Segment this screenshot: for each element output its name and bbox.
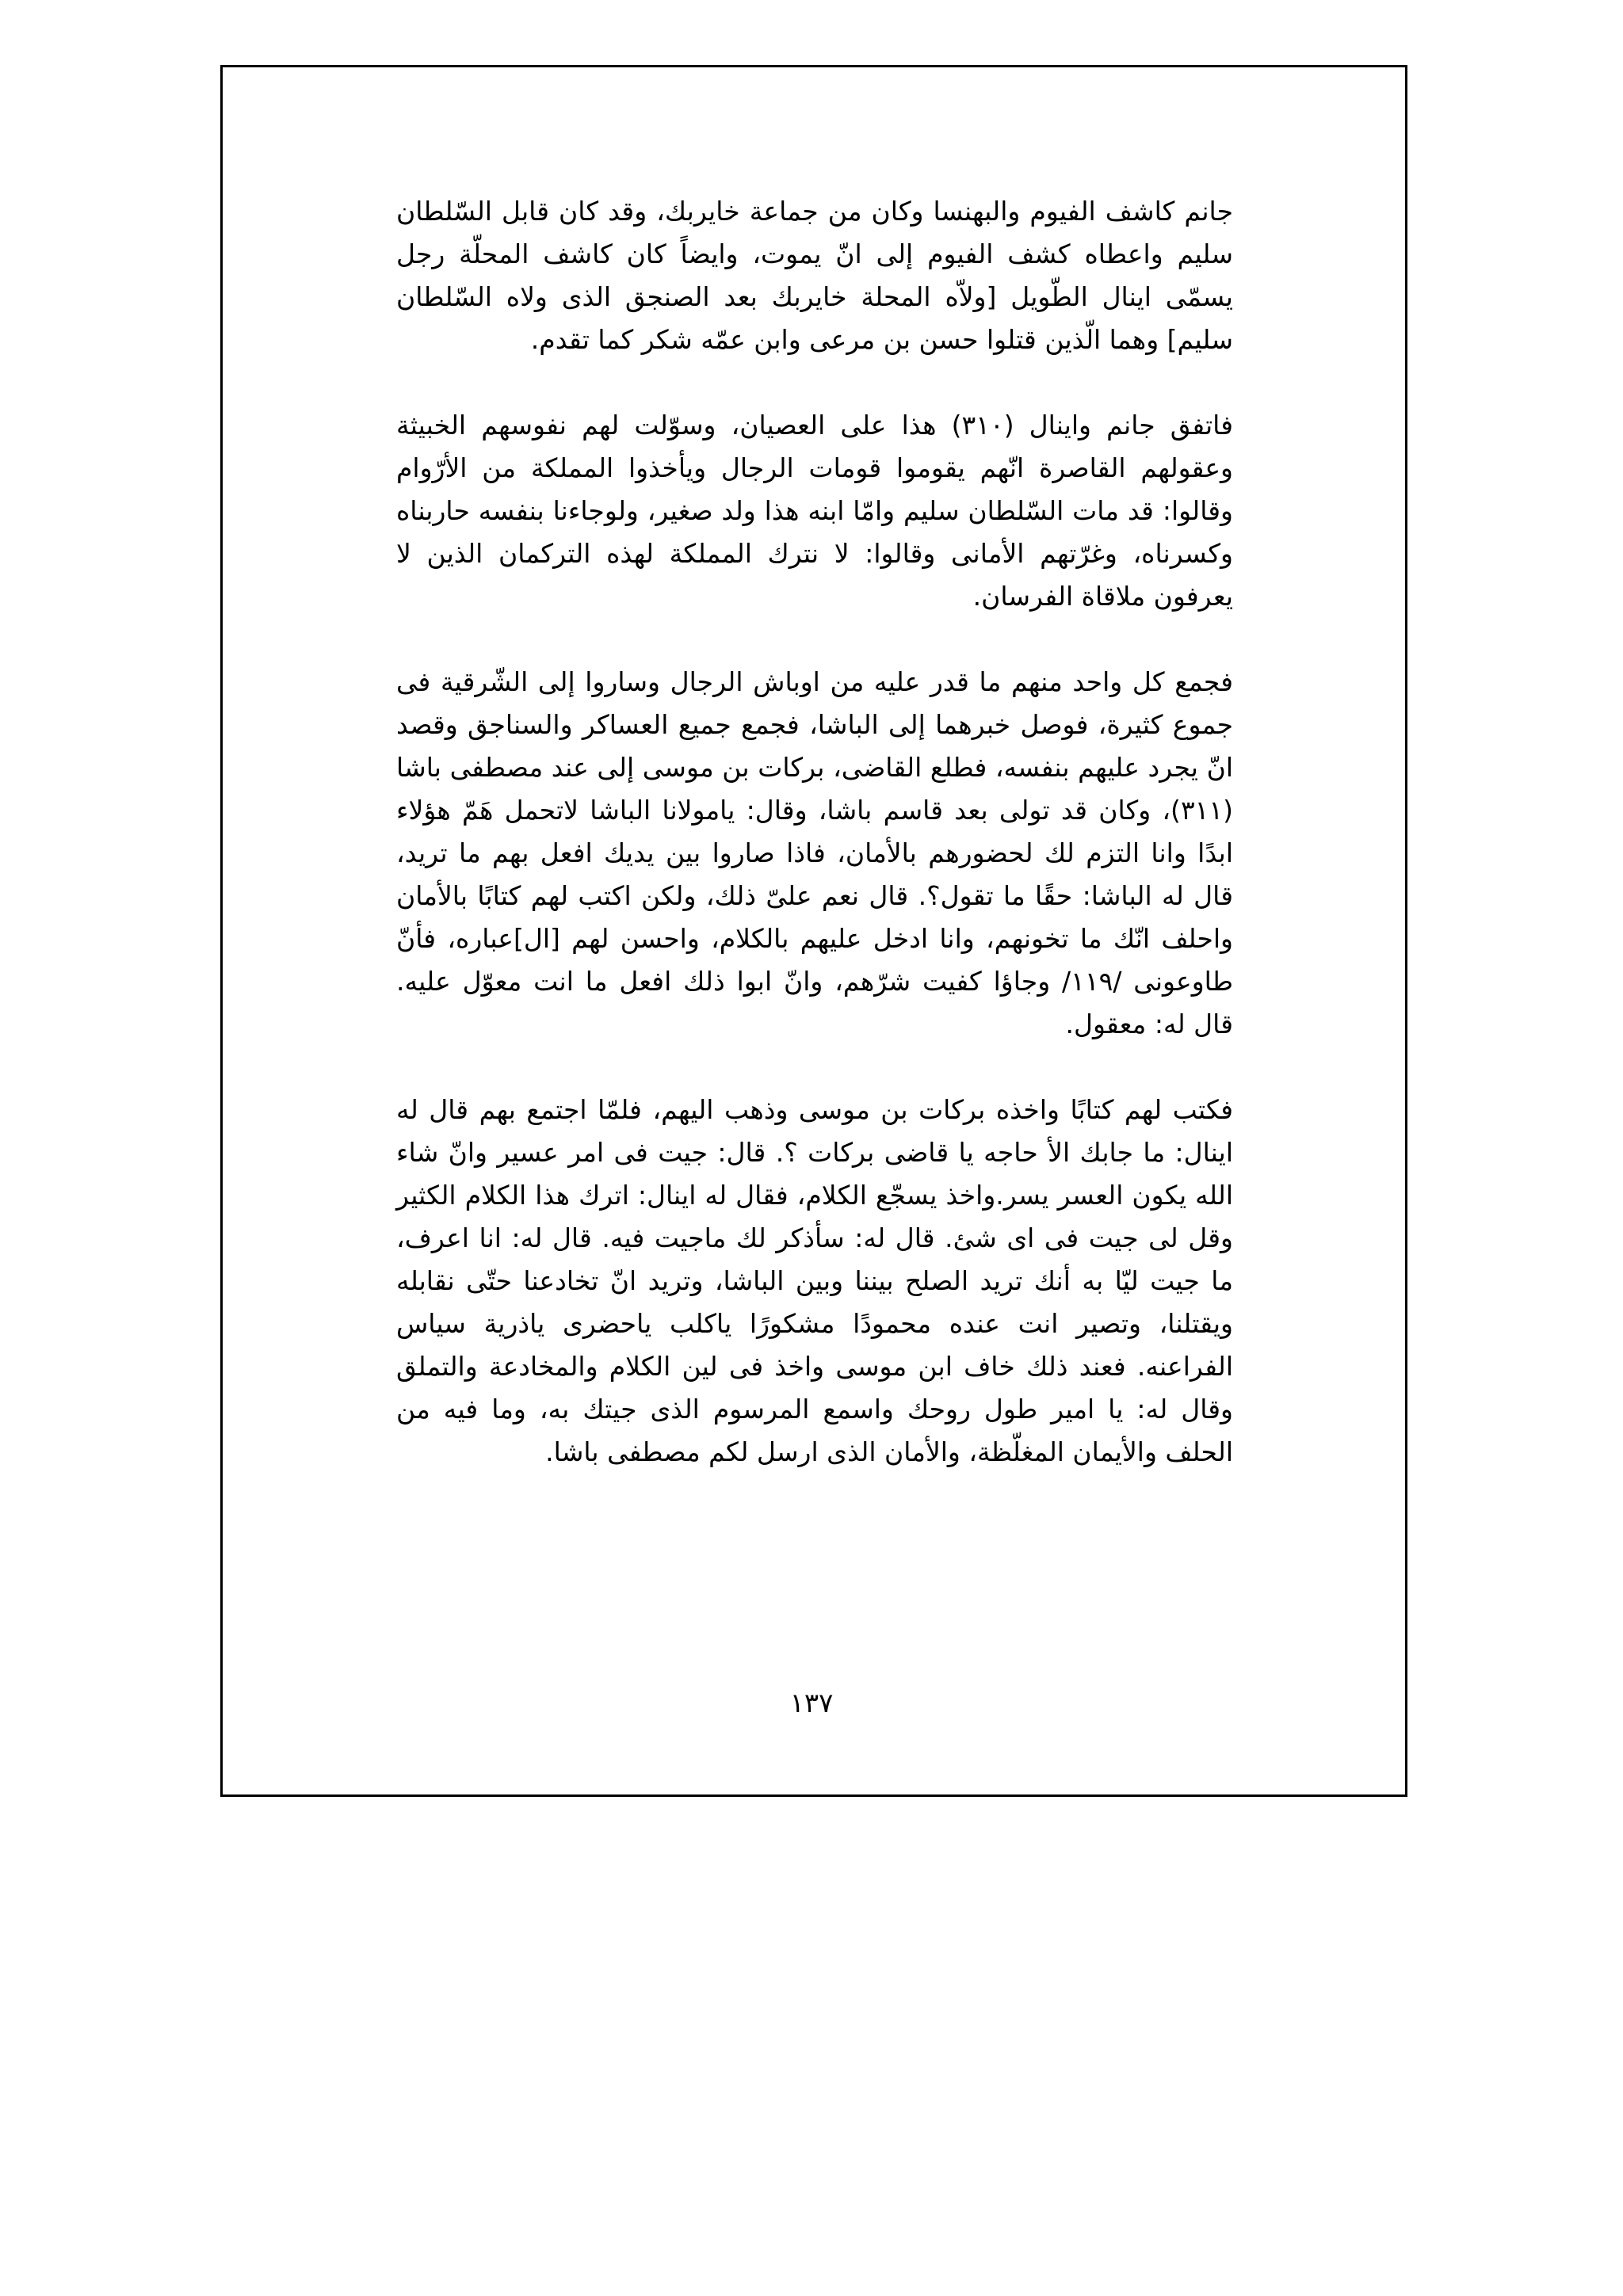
page-number: ١٣٧ [789,1688,834,1719]
paragraph-1: جانم كاشف الفيوم والبهنسا وكان من جماعة خايربك، وقد كان قابل السّلطان سليم واعطاه كشف الفيوم إلى انّ يموت، وايضاً كان كاشف المحلّة رجل يسمّى اينال الطّويل [ولاّه المحلة خايربك بعد الصنجق الذى ولاه السّلطان سليم] وهما الّذين قتلوا حسن بن مرعى وابن عمّه شكر كما تقدم. [396,196,1233,355]
document-body [396,190,1233,1474]
paragraph-2: فاتفق جانم واينال (٣١٠) هذا على العصيان، وسوّلت لهم نفوسهم الخبيثة وعقولهم القاصرة انّهم يقوموا قومات الرجال ويأخذوا المملكة من الأرّوام وقالوا: قد مات السّلطان سليم وامّا ابنه هذا ولد صغير، ولوجاءنا بنفسه حاربناه وكسرناه، وغرّتهم الأمانى وقالوا: لا نترك المملكة لهذه التركمان الذين لا يعرفون ملاقاة الفرسان. [396,410,1234,612]
paragraph-3: فجمع كل واحد منهم ما قدر عليه من اوباش الرجال وساروا إلى الشّرقية فى جموع كثيرة، فوصل خبرهما إلى الباشا، فجمع جميع العساكر والسناجق وقصد انّ يجرد عليهم بنفسه، فطلع القاضى، بركات بن موسى إلى عند مصطفى باشا (٣١١)، وكان قد تولى بعد قاسم باشا، وقال: يامولانا الباشا لاتحمل هَمّ هؤلاء ابدًا وانا التزم لك لحضورهم بالأمان، فاذا صاروا بين يديك افعل بهم ما تريد، قال له الباشا: حقًا ما تقول؟. قال نعم علىّ ذلك، ولكن اكتب لهم كتابًا بالأمان واحلف انّك ما تخونهم، وانا ادخل عليهم بالكلام، واحسن لهم [ال]عباره، فأنّ طاوعونى /١١٩/ وجاؤا كفيت شرّهم، وانّ ابوا ذلك افعل ما انت معوّل عليه. قال له: معقول. [396,666,1233,1039]
paragraph-4: فكتب لهم كتابًا واخذه بركات بن موسى وذهب اليهم، فلمّا اجتمع بهم قال له اينال: ما جابك الأ حاجه يا قاضى بركات ؟. قال: جيت فى امر عسير وانّ شاء الله يكون العسر يسر.واخذ يسجّع الكلام، فقال له اينال: اترك هذا الكلام الكثير وقل لى جيت فى اى شئ. قال له: سأذكر لك ماجيت فيه. قال له: انا اعرف، ما جيت ليّا به أنك تريد الصلح بيننا وبين الباشا، وتريد انّ تخادعنا حتّى نقابله ويقتلنا، وتصير انت عنده محمودًا مشكورًا ياكلب ياحضرى ياذرية سياس الفراعنه. فعند ذلك خاف ابن موسى واخذ فى لين الكلام والمخادعة والتملق وقال له: يا امير طول روحك واسمع المرسوم الذى جيتك به، وما فيه من الحلف والأيمان المغلّظة، والأمان الذى ارسل لكم مصطفى باشا. [396,1094,1233,1467]
